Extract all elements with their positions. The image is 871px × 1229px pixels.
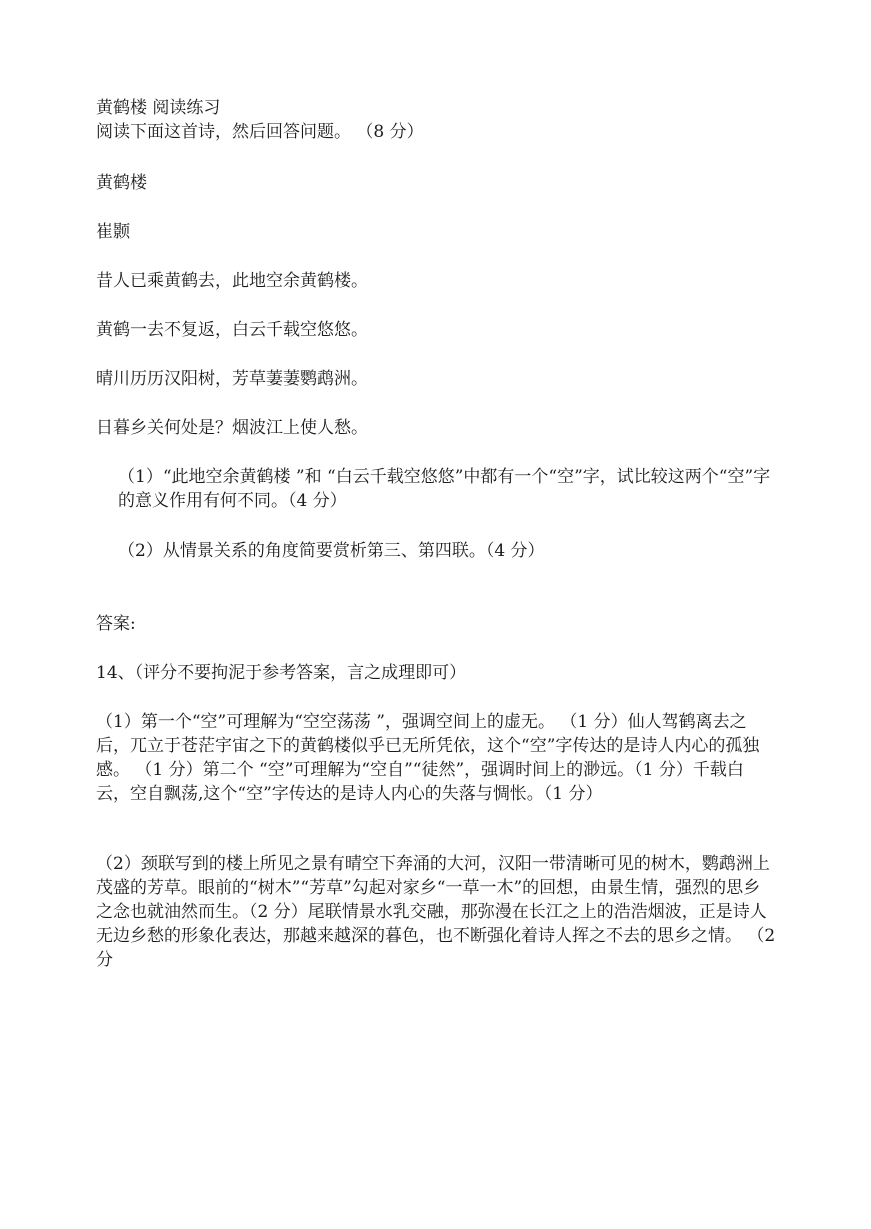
answer-2: （2）颈联写到的楼上所见之景有晴空下奔涌的大河，汉阳一带清晰可见的树木，鹦鹉洲上茂盛的芳草。眼前的“树木”“芳草”勾起对家乡“一草一木”的回想，由景生情，强烈的思乡之念也就油然而生。（2 分）尾联情景水乳交融，那弥漫在长江之上的浩浩烟波，正是诗人无边乡愁的形象化表达，那越来越深的暮色，也不断强化着诗人挥之不去的思乡之情。 （2 分 [96,854,776,970]
answer-label: 答案: [96,614,136,634]
poem-line-4: 日暮乡关何处是？烟波江上使人愁。 [96,418,368,438]
answer-1: （1）第一个“空”可理解为“空空荡荡 ”，强调空间上的虚无。 （1 分）仙人驾鹤离去之后，兀立于苍茫宇宙之下的黄鹤楼似乎已无所凭依，这个“空”字传达的是诗人内心的孤独感。 （1 分）第二个 “空”可理解为“空自”“徒然”，强调时间上的渺远。（1 分）千载白云，空自飘荡,这个“空”字传达的是诗人内心的失落与惆怅。（1 分） [96,712,760,804]
poem-line-3: 晴川历历汉阳树，芳草萋萋鹦鹉洲。 [96,369,368,389]
poem-line-2: 黄鹤一去不复返，白云千载空悠悠。 [96,320,368,340]
question-1: （1）“此地空余黄鹤楼 ”和 “白云千载空悠悠”中都有一个“空”字，试比较这两个“空”字的意义作用有何不同。（4 分） [118,467,771,511]
poem-title: 黄鹤楼 [96,173,147,193]
poem-author: 崔颢 [96,222,130,242]
question-2: （2）从情景关系的角度简要赏析第三、第四联。（4 分） [118,541,545,561]
poem-line-1: 昔人已乘黄鹤去，此地空余黄鹤楼。 [96,271,368,291]
instruction-text: 阅读下面这首诗，然后回答问题。 （8 分） [96,122,424,142]
document-heading: 黄鹤楼 阅读练习 [96,98,221,118]
answer-number: 14、（评分不要拘泥于参考答案，言之成理即可） [96,663,467,683]
